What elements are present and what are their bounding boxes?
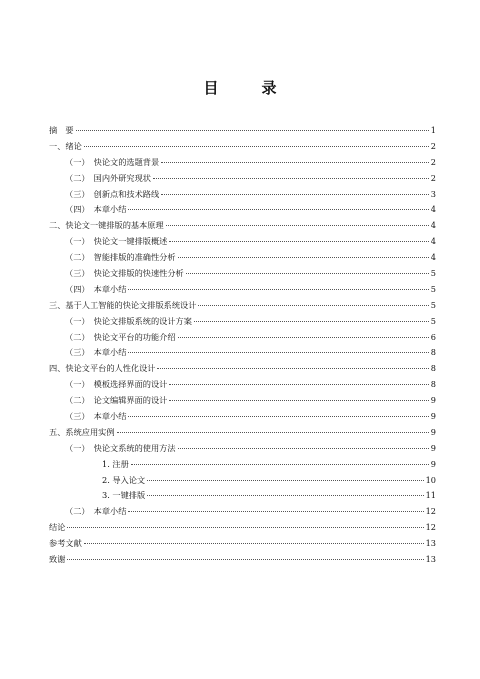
toc-entry-label: （二） 智能排版的准确性分析 xyxy=(65,252,176,263)
table-of-contents xyxy=(49,123,436,568)
toc-entry[interactable] xyxy=(49,282,436,298)
page-title: 目 录 xyxy=(203,79,291,97)
toc-entry[interactable] xyxy=(49,187,436,203)
toc-entry-label: 致谢 xyxy=(49,554,66,565)
toc-dot-leader xyxy=(153,178,429,179)
toc-dot-leader xyxy=(157,368,428,369)
toc-dot-leader xyxy=(194,321,429,322)
toc-entry[interactable] xyxy=(49,218,436,234)
toc-entry-label: 2. 导入论文 xyxy=(102,474,146,485)
toc-entry[interactable] xyxy=(49,171,436,187)
toc-entry-label: 摘 要 xyxy=(49,125,74,135)
toc-entry-label: （一） 快论文一键排版概述 xyxy=(65,236,168,247)
toc-dot-leader xyxy=(166,225,429,226)
toc-entry-label: （一） 快论文排版系统的设计方案 xyxy=(65,315,192,326)
toc-entry-page-number: 11 xyxy=(425,490,436,501)
toc-entry-label: （三） 本章小结 xyxy=(65,411,127,422)
toc-entry-label: （三） 快论文排版的快速性分析 xyxy=(65,268,184,279)
toc-dot-leader xyxy=(117,432,429,433)
toc-entry[interactable] xyxy=(49,520,436,536)
toc-entry-label: 参考文献 xyxy=(49,538,82,549)
toc-dot-leader xyxy=(161,194,429,195)
toc-entry-page-number: 4 xyxy=(430,252,436,263)
toc-entry[interactable] xyxy=(49,457,436,473)
toc-entry[interactable] xyxy=(49,473,436,489)
toc-entry-label: （四） 本章小结 xyxy=(65,204,127,215)
toc-entry-page-number: 4 xyxy=(430,220,436,231)
toc-entry[interactable] xyxy=(49,488,436,504)
toc-entry-page-number: 4 xyxy=(430,204,436,215)
toc-entry[interactable] xyxy=(49,345,436,361)
toc-entry-page-number: 12 xyxy=(425,522,436,533)
toc-entry[interactable] xyxy=(49,266,436,282)
toc-entry[interactable] xyxy=(49,552,436,568)
toc-entry-label: （二） 论文编辑界面的设计 xyxy=(65,395,168,406)
toc-entry-page-number: 1 xyxy=(430,125,436,135)
toc-entry[interactable] xyxy=(49,298,436,314)
toc-entry-label: （一） 快论文系统的使用方法 xyxy=(65,442,176,453)
toc-entry-page-number: 5 xyxy=(430,299,436,310)
toc-entry-label: （一） 快论文的选题背景 xyxy=(65,156,160,167)
toc-entry-page-number: 2 xyxy=(430,156,436,167)
toc-entry-page-number: 10 xyxy=(425,474,436,485)
toc-dot-leader xyxy=(169,384,428,385)
toc-entry-page-number: 9 xyxy=(430,426,436,437)
toc-entry-page-number: 6 xyxy=(430,331,436,342)
toc-entry[interactable] xyxy=(49,377,436,393)
toc-dot-leader xyxy=(76,130,429,131)
toc-entry-page-number: 2 xyxy=(430,172,436,183)
toc-dot-leader xyxy=(178,448,429,449)
toc-dot-leader xyxy=(169,400,428,401)
toc-entry[interactable] xyxy=(49,393,436,409)
toc-entry[interactable] xyxy=(49,234,436,250)
toc-dot-leader xyxy=(67,559,423,560)
toc-entry-page-number: 13 xyxy=(425,554,436,565)
toc-entry-page-number: 8 xyxy=(430,379,436,390)
toc-dot-leader xyxy=(128,416,428,417)
toc-entry-label: （三） 创新点和技术路线 xyxy=(65,188,160,199)
toc-dot-leader xyxy=(161,162,429,163)
toc-entry-page-number: 9 xyxy=(430,458,436,469)
toc-entry-label: 四、快论文平台的人性化设计 xyxy=(49,363,156,374)
toc-entry-label: 结论 xyxy=(49,522,66,533)
toc-dot-leader xyxy=(128,289,428,290)
toc-entry-label: （二） 国内外研究现状 xyxy=(65,172,151,183)
toc-entry-page-number: 2 xyxy=(430,140,436,151)
toc-entry-label: （四） 本章小结 xyxy=(65,283,127,294)
toc-entry[interactable] xyxy=(49,314,436,330)
toc-entry-label: （二） 本章小结 xyxy=(65,506,127,517)
toc-dot-leader xyxy=(84,146,429,147)
toc-entry[interactable] xyxy=(49,250,436,266)
toc-dot-leader xyxy=(131,464,429,465)
toc-dot-leader xyxy=(178,257,429,258)
toc-entry[interactable] xyxy=(49,330,436,346)
toc-entry-page-number: 13 xyxy=(425,538,436,549)
toc-entry-label: （一） 模板选择界面的设计 xyxy=(65,379,168,390)
toc-dot-leader xyxy=(186,273,429,274)
toc-dot-leader xyxy=(128,209,428,210)
toc-entry-page-number: 5 xyxy=(430,283,436,294)
toc-entry-label: 一、绪论 xyxy=(49,140,82,151)
toc-entry[interactable] xyxy=(49,155,436,171)
toc-entry-page-number: 5 xyxy=(430,268,436,279)
toc-entry-page-number: 9 xyxy=(430,442,436,453)
toc-entry[interactable] xyxy=(49,441,436,457)
toc-dot-leader xyxy=(84,543,424,544)
toc-entry[interactable] xyxy=(49,536,436,552)
toc-dot-leader xyxy=(67,527,423,528)
toc-entry-page-number: 3 xyxy=(430,188,436,199)
toc-entry-page-number: 12 xyxy=(425,506,436,517)
toc-entry-page-number: 9 xyxy=(430,411,436,422)
toc-entry-label: 三、基于人工智能的快论文排版系统设计 xyxy=(49,299,197,310)
toc-entry[interactable] xyxy=(49,409,436,425)
toc-entry-page-number: 9 xyxy=(430,395,436,406)
toc-entry-page-number: 8 xyxy=(430,363,436,374)
toc-entry[interactable] xyxy=(49,425,436,441)
toc-dot-leader xyxy=(169,241,428,242)
toc-dot-leader xyxy=(147,480,423,481)
toc-dot-leader xyxy=(128,352,428,353)
toc-entry[interactable] xyxy=(49,139,436,155)
toc-entry-label: （三） 本章小结 xyxy=(65,347,127,358)
toc-entry[interactable] xyxy=(49,361,436,377)
toc-dot-leader xyxy=(198,305,428,306)
toc-dot-leader xyxy=(128,511,423,512)
toc-entry-label: 1. 注册 xyxy=(102,458,129,469)
toc-entry[interactable] xyxy=(49,123,436,139)
toc-entry-page-number: 4 xyxy=(430,236,436,247)
toc-entry[interactable] xyxy=(49,202,436,218)
toc-entry-label: 二、快论文一键排版的基本原理 xyxy=(49,220,164,231)
toc-entry-label: 3. 一键排版 xyxy=(102,490,146,501)
toc-dot-leader xyxy=(178,337,429,338)
toc-entry-page-number: 5 xyxy=(430,315,436,326)
toc-entry[interactable] xyxy=(49,504,436,520)
toc-entry-label: 五、系统应用实例 xyxy=(49,426,115,437)
toc-dot-leader xyxy=(147,495,423,496)
toc-entry-label: （二） 快论文平台的功能介绍 xyxy=(65,331,176,342)
toc-entry-page-number: 8 xyxy=(430,347,436,358)
